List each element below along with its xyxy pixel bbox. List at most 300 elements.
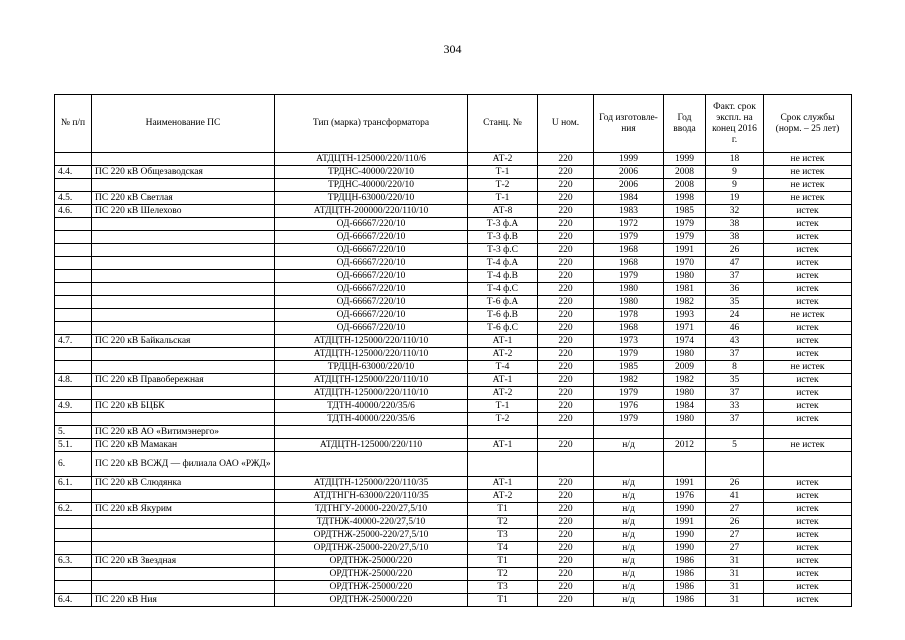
cell-service-life-status: не истек bbox=[764, 361, 852, 374]
header-cell-transformer-type: Тип (марка) трансформатора bbox=[275, 95, 468, 153]
cell-nominal-voltage: 220 bbox=[538, 568, 594, 581]
cell-station-number: Т-3 ф.В bbox=[468, 231, 538, 244]
cell-commission-year: 1981 bbox=[664, 283, 706, 296]
table-row bbox=[55, 179, 852, 192]
cell-actual-service-life: 31 bbox=[706, 555, 764, 568]
cell-actual-service-life: 37 bbox=[706, 270, 764, 283]
cell-actual-service-life: 32 bbox=[706, 205, 764, 218]
cell-service-life-status: не истек bbox=[764, 439, 852, 452]
cell-service-life-status: истек bbox=[764, 529, 852, 542]
cell-station-number: АТ-8 bbox=[468, 205, 538, 218]
table-row bbox=[55, 192, 852, 205]
cell-manufacture-year: н/д bbox=[594, 594, 664, 607]
cell-manufacture-year: н/д bbox=[594, 477, 664, 490]
table-row bbox=[55, 270, 852, 283]
table-row bbox=[55, 257, 852, 270]
cell-transformer-type: АТДЦТН-125000/220/110/10 bbox=[275, 335, 468, 348]
cell-actual-service-life: 26 bbox=[706, 244, 764, 257]
cell-station-number: Т-2 bbox=[468, 413, 538, 426]
cell-service-life-status: истек bbox=[764, 387, 852, 400]
cell-number bbox=[55, 179, 92, 192]
cell-nominal-voltage: 220 bbox=[538, 387, 594, 400]
cell-service-life-status: не истек bbox=[764, 179, 852, 192]
cell-actual-service-life: 36 bbox=[706, 283, 764, 296]
cell-nominal-voltage: 220 bbox=[538, 322, 594, 335]
table-row bbox=[55, 335, 852, 348]
cell-manufacture-year: н/д bbox=[594, 568, 664, 581]
cell-nominal-voltage: 220 bbox=[538, 309, 594, 322]
cell-transformer-type: АТДЦТН-125000/220/110/10 bbox=[275, 387, 468, 400]
table-row bbox=[55, 400, 852, 413]
cell-nominal-voltage: 220 bbox=[538, 205, 594, 218]
table-row bbox=[55, 166, 852, 179]
cell-service-life-status: истек bbox=[764, 270, 852, 283]
cell-number: 4.6. bbox=[55, 205, 92, 218]
cell-nominal-voltage: 220 bbox=[538, 166, 594, 179]
cell-commission-year: 1991 bbox=[664, 477, 706, 490]
cell-service-life-status: истек bbox=[764, 490, 852, 503]
cell-commission-year: 1985 bbox=[664, 205, 706, 218]
header-cell-nominal-voltage: U ном. bbox=[538, 95, 594, 153]
cell-station-number bbox=[468, 426, 538, 439]
cell-substation-name bbox=[92, 257, 275, 270]
cell-nominal-voltage bbox=[538, 452, 594, 477]
cell-service-life-status: истек bbox=[764, 555, 852, 568]
table-row bbox=[55, 244, 852, 257]
cell-service-life-status: истек bbox=[764, 335, 852, 348]
cell-station-number bbox=[468, 452, 538, 477]
cell-transformer-type: АТДЦТН-200000/220/110/10 bbox=[275, 205, 468, 218]
cell-service-life-status: истек bbox=[764, 257, 852, 270]
cell-actual-service-life: 35 bbox=[706, 374, 764, 387]
cell-nominal-voltage: 220 bbox=[538, 244, 594, 257]
cell-actual-service-life: 47 bbox=[706, 257, 764, 270]
cell-transformer-type: ТРДНС-40000/220/10 bbox=[275, 179, 468, 192]
cell-substation-name bbox=[92, 542, 275, 555]
cell-manufacture-year: н/д bbox=[594, 516, 664, 529]
cell-station-number: Т-6 ф.С bbox=[468, 322, 538, 335]
cell-number bbox=[55, 257, 92, 270]
cell-commission-year: 1999 bbox=[664, 153, 706, 166]
cell-actual-service-life: 26 bbox=[706, 516, 764, 529]
cell-service-life-status: истек bbox=[764, 400, 852, 413]
cell-service-life-status: истек bbox=[764, 503, 852, 516]
cell-transformer-type: ОД-66667/220/10 bbox=[275, 322, 468, 335]
cell-number: 5. bbox=[55, 426, 92, 439]
cell-substation-name: ПС 220 кВ АО «Витимэнерго» bbox=[92, 426, 275, 439]
table-row bbox=[55, 477, 852, 490]
page-number: 304 bbox=[443, 42, 462, 56]
table-row bbox=[55, 387, 852, 400]
cell-substation-name bbox=[92, 296, 275, 309]
cell-nominal-voltage: 220 bbox=[538, 503, 594, 516]
cell-substation-name: ПС 220 кВ Общезаводская bbox=[92, 166, 275, 179]
cell-commission-year: 1970 bbox=[664, 257, 706, 270]
cell-service-life-status bbox=[764, 426, 852, 439]
cell-commission-year: 1986 bbox=[664, 581, 706, 594]
cell-manufacture-year: н/д bbox=[594, 581, 664, 594]
cell-service-life-status: истек bbox=[764, 516, 852, 529]
cell-nominal-voltage: 220 bbox=[538, 179, 594, 192]
cell-substation-name bbox=[92, 568, 275, 581]
cell-station-number: АТ-1 bbox=[468, 477, 538, 490]
cell-service-life-status: истек bbox=[764, 581, 852, 594]
table-row bbox=[55, 555, 852, 568]
transformer-table bbox=[54, 94, 852, 607]
table-row bbox=[55, 374, 852, 387]
cell-actual-service-life: 41 bbox=[706, 490, 764, 503]
cell-service-life-status: не истек bbox=[764, 153, 852, 166]
cell-manufacture-year: 1968 bbox=[594, 257, 664, 270]
cell-service-life-status: истек bbox=[764, 218, 852, 231]
cell-manufacture-year: 1979 bbox=[594, 348, 664, 361]
cell-transformer-type: АТДЦТН-125000/220/110 bbox=[275, 439, 468, 452]
table-row bbox=[55, 361, 852, 374]
cell-transformer-type: ОД-66667/220/10 bbox=[275, 257, 468, 270]
cell-substation-name: ПС 220 кВ Ния bbox=[92, 594, 275, 607]
cell-service-life-status: истек bbox=[764, 374, 852, 387]
cell-substation-name bbox=[92, 387, 275, 400]
cell-station-number: АТ-2 bbox=[468, 490, 538, 503]
cell-commission-year: 1974 bbox=[664, 335, 706, 348]
cell-commission-year: 1986 bbox=[664, 555, 706, 568]
cell-actual-service-life: 37 bbox=[706, 387, 764, 400]
cell-manufacture-year: 1976 bbox=[594, 400, 664, 413]
cell-number: 4.5. bbox=[55, 192, 92, 205]
cell-substation-name: ПС 220 кВ Мамакан bbox=[92, 439, 275, 452]
cell-transformer-type bbox=[275, 426, 468, 439]
cell-number: 4.7. bbox=[55, 335, 92, 348]
cell-station-number: АТ-1 bbox=[468, 374, 538, 387]
cell-station-number: Т-4 ф.В bbox=[468, 270, 538, 283]
cell-station-number: Т1 bbox=[468, 555, 538, 568]
cell-actual-service-life: 9 bbox=[706, 166, 764, 179]
cell-manufacture-year: 1980 bbox=[594, 296, 664, 309]
cell-actual-service-life: 38 bbox=[706, 218, 764, 231]
cell-substation-name bbox=[92, 348, 275, 361]
cell-number bbox=[55, 516, 92, 529]
cell-manufacture-year: 1978 bbox=[594, 309, 664, 322]
cell-manufacture-year: н/д bbox=[594, 490, 664, 503]
cell-number bbox=[55, 490, 92, 503]
table-row bbox=[55, 542, 852, 555]
cell-transformer-type: ОД-66667/220/10 bbox=[275, 309, 468, 322]
cell-actual-service-life: 38 bbox=[706, 231, 764, 244]
cell-commission-year: 1982 bbox=[664, 296, 706, 309]
cell-substation-name bbox=[92, 361, 275, 374]
table-row bbox=[55, 426, 852, 439]
cell-actual-service-life: 9 bbox=[706, 179, 764, 192]
cell-actual-service-life: 27 bbox=[706, 503, 764, 516]
cell-actual-service-life: 27 bbox=[706, 529, 764, 542]
cell-nominal-voltage: 220 bbox=[538, 192, 594, 205]
cell-number bbox=[55, 283, 92, 296]
header-cell-service-life-status: Срок службы (норм. – 25 лет) bbox=[764, 95, 852, 153]
cell-station-number: Т3 bbox=[468, 529, 538, 542]
cell-number: 6.3. bbox=[55, 555, 92, 568]
cell-substation-name: ПС 220 кВ Правобережная bbox=[92, 374, 275, 387]
cell-substation-name bbox=[92, 413, 275, 426]
cell-nominal-voltage: 220 bbox=[538, 218, 594, 231]
cell-manufacture-year: 1979 bbox=[594, 231, 664, 244]
cell-manufacture-year bbox=[594, 426, 664, 439]
cell-transformer-type: АТДЦТН-125000/220/110/35 bbox=[275, 477, 468, 490]
cell-actual-service-life bbox=[706, 452, 764, 477]
cell-transformer-type: АТДТНГН-63000/220/110/35 bbox=[275, 490, 468, 503]
cell-manufacture-year bbox=[594, 452, 664, 477]
cell-actual-service-life: 35 bbox=[706, 296, 764, 309]
cell-commission-year: 1991 bbox=[664, 516, 706, 529]
cell-manufacture-year: 1979 bbox=[594, 413, 664, 426]
cell-station-number: Т2 bbox=[468, 516, 538, 529]
cell-station-number: Т-2 bbox=[468, 179, 538, 192]
cell-transformer-type: ОРДТНЖ-25000/220 bbox=[275, 555, 468, 568]
cell-manufacture-year: 1972 bbox=[594, 218, 664, 231]
cell-actual-service-life: 37 bbox=[706, 413, 764, 426]
cell-nominal-voltage: 220 bbox=[538, 296, 594, 309]
cell-commission-year bbox=[664, 452, 706, 477]
cell-transformer-type: ОРДТНЖ-25000-220/27,5/10 bbox=[275, 529, 468, 542]
cell-substation-name: ПС 220 кВ Слюдянка bbox=[92, 477, 275, 490]
cell-substation-name: ПС 220 кВ Якурим bbox=[92, 503, 275, 516]
cell-actual-service-life: 5 bbox=[706, 439, 764, 452]
cell-transformer-type: ОРДТНЖ-25000/220 bbox=[275, 568, 468, 581]
cell-transformer-type: ТДТН-40000/220/35/6 bbox=[275, 400, 468, 413]
cell-commission-year: 1991 bbox=[664, 244, 706, 257]
cell-transformer-type: ТДТНЖ-40000-220/27,5/10 bbox=[275, 516, 468, 529]
cell-substation-name: ПС 220 кВ Светлая bbox=[92, 192, 275, 205]
cell-number bbox=[55, 270, 92, 283]
cell-nominal-voltage: 220 bbox=[538, 490, 594, 503]
cell-commission-year: 1979 bbox=[664, 218, 706, 231]
cell-transformer-type: АТДЦТН-125000/220/110/10 bbox=[275, 374, 468, 387]
cell-station-number: Т2 bbox=[468, 568, 538, 581]
table-row bbox=[55, 529, 852, 542]
cell-number bbox=[55, 568, 92, 581]
cell-nominal-voltage: 220 bbox=[538, 594, 594, 607]
cell-substation-name bbox=[92, 218, 275, 231]
cell-number bbox=[55, 581, 92, 594]
cell-commission-year: 1982 bbox=[664, 374, 706, 387]
cell-transformer-type: ТДТНГУ-20000-220/27,5/10 bbox=[275, 503, 468, 516]
cell-actual-service-life: 31 bbox=[706, 594, 764, 607]
cell-substation-name bbox=[92, 322, 275, 335]
cell-manufacture-year: 1979 bbox=[594, 270, 664, 283]
cell-service-life-status: истек bbox=[764, 322, 852, 335]
cell-commission-year: 2008 bbox=[664, 179, 706, 192]
cell-number: 4.9. bbox=[55, 400, 92, 413]
cell-commission-year: 1986 bbox=[664, 568, 706, 581]
cell-transformer-type: ОД-66667/220/10 bbox=[275, 218, 468, 231]
cell-actual-service-life: 18 bbox=[706, 153, 764, 166]
cell-manufacture-year: 1968 bbox=[594, 322, 664, 335]
cell-transformer-type: ОД-66667/220/10 bbox=[275, 296, 468, 309]
header-cell-commission-year: Год ввода bbox=[664, 95, 706, 153]
cell-substation-name bbox=[92, 270, 275, 283]
cell-transformer-type bbox=[275, 452, 468, 477]
cell-manufacture-year: 1980 bbox=[594, 283, 664, 296]
cell-number bbox=[55, 153, 92, 166]
cell-service-life-status: истек bbox=[764, 231, 852, 244]
table-row bbox=[55, 581, 852, 594]
cell-station-number: Т-1 bbox=[468, 166, 538, 179]
cell-nominal-voltage: 220 bbox=[538, 413, 594, 426]
cell-service-life-status: истек bbox=[764, 594, 852, 607]
cell-substation-name: ПС 220 кВ Звездная bbox=[92, 555, 275, 568]
table-row bbox=[55, 413, 852, 426]
header-cell-substation-name: Наименование ПС bbox=[92, 95, 275, 153]
cell-commission-year: 1990 bbox=[664, 542, 706, 555]
cell-station-number: Т-6 ф.В bbox=[468, 309, 538, 322]
cell-service-life-status: истек bbox=[764, 296, 852, 309]
cell-number bbox=[55, 218, 92, 231]
cell-substation-name: ПС 220 кВ Байкальская bbox=[92, 335, 275, 348]
cell-substation-name bbox=[92, 309, 275, 322]
cell-station-number: Т-3 ф.А bbox=[468, 218, 538, 231]
cell-number: 6.1. bbox=[55, 477, 92, 490]
cell-number bbox=[55, 348, 92, 361]
cell-nominal-voltage: 220 bbox=[538, 542, 594, 555]
table-row bbox=[55, 516, 852, 529]
header-cell-number: № п/п bbox=[55, 95, 92, 153]
cell-substation-name bbox=[92, 283, 275, 296]
cell-transformer-type: ОД-66667/220/10 bbox=[275, 283, 468, 296]
cell-nominal-voltage: 220 bbox=[538, 153, 594, 166]
cell-service-life-status: истек bbox=[764, 244, 852, 257]
table-body bbox=[55, 153, 852, 607]
cell-number: 6.2. bbox=[55, 503, 92, 516]
cell-nominal-voltage: 220 bbox=[538, 335, 594, 348]
cell-station-number: Т-4 bbox=[468, 361, 538, 374]
cell-commission-year: 1990 bbox=[664, 529, 706, 542]
cell-substation-name: ПС 220 кВ БЦБК bbox=[92, 400, 275, 413]
cell-substation-name bbox=[92, 529, 275, 542]
cell-actual-service-life: 27 bbox=[706, 542, 764, 555]
cell-service-life-status: не истек bbox=[764, 192, 852, 205]
cell-transformer-type: ОД-66667/220/10 bbox=[275, 244, 468, 257]
cell-station-number: АТ-2 bbox=[468, 348, 538, 361]
cell-commission-year: 2009 bbox=[664, 361, 706, 374]
cell-nominal-voltage: 220 bbox=[538, 516, 594, 529]
cell-transformer-type: ОД-66667/220/10 bbox=[275, 231, 468, 244]
cell-station-number: Т-4 ф.А bbox=[468, 257, 538, 270]
cell-manufacture-year: 1982 bbox=[594, 374, 664, 387]
cell-number bbox=[55, 309, 92, 322]
cell-actual-service-life: 26 bbox=[706, 477, 764, 490]
cell-number: 6.4. bbox=[55, 594, 92, 607]
cell-manufacture-year: 1983 bbox=[594, 205, 664, 218]
header-cell-station-number: Станц. № bbox=[468, 95, 538, 153]
cell-manufacture-year: 2006 bbox=[594, 166, 664, 179]
cell-station-number: Т3 bbox=[468, 581, 538, 594]
cell-nominal-voltage: 220 bbox=[538, 374, 594, 387]
cell-actual-service-life: 43 bbox=[706, 335, 764, 348]
cell-manufacture-year: 1979 bbox=[594, 387, 664, 400]
cell-manufacture-year: 1968 bbox=[594, 244, 664, 257]
table-row bbox=[55, 568, 852, 581]
cell-manufacture-year: н/д bbox=[594, 439, 664, 452]
cell-manufacture-year: 1985 bbox=[594, 361, 664, 374]
cell-transformer-type: ОД-66667/220/10 bbox=[275, 270, 468, 283]
cell-actual-service-life: 37 bbox=[706, 348, 764, 361]
cell-actual-service-life: 33 bbox=[706, 400, 764, 413]
cell-service-life-status: не истек bbox=[764, 166, 852, 179]
cell-actual-service-life: 31 bbox=[706, 581, 764, 594]
table-header-row bbox=[55, 95, 852, 153]
cell-station-number: Т-3 ф.С bbox=[468, 244, 538, 257]
cell-nominal-voltage: 220 bbox=[538, 439, 594, 452]
cell-transformer-type: ТРДЦН-63000/220/10 bbox=[275, 361, 468, 374]
cell-substation-name bbox=[92, 153, 275, 166]
cell-nominal-voltage: 220 bbox=[538, 270, 594, 283]
cell-commission-year bbox=[664, 426, 706, 439]
cell-number bbox=[55, 529, 92, 542]
table-row bbox=[55, 283, 852, 296]
cell-number bbox=[55, 231, 92, 244]
cell-service-life-status: истек bbox=[764, 205, 852, 218]
cell-manufacture-year: н/д bbox=[594, 503, 664, 516]
cell-commission-year: 2012 bbox=[664, 439, 706, 452]
cell-substation-name bbox=[92, 581, 275, 594]
cell-commission-year: 1998 bbox=[664, 192, 706, 205]
cell-service-life-status: истек bbox=[764, 477, 852, 490]
cell-service-life-status: истек bbox=[764, 568, 852, 581]
cell-station-number: АТ-2 bbox=[468, 153, 538, 166]
cell-number: 4.8. bbox=[55, 374, 92, 387]
cell-station-number: Т-1 bbox=[468, 192, 538, 205]
cell-service-life-status: истек bbox=[764, 542, 852, 555]
cell-nominal-voltage: 220 bbox=[538, 348, 594, 361]
table-row bbox=[55, 296, 852, 309]
table-row bbox=[55, 153, 852, 166]
cell-station-number: Т1 bbox=[468, 594, 538, 607]
cell-actual-service-life: 46 bbox=[706, 322, 764, 335]
cell-manufacture-year: 1984 bbox=[594, 192, 664, 205]
cell-service-life-status: не истек bbox=[764, 309, 852, 322]
cell-actual-service-life: 19 bbox=[706, 192, 764, 205]
cell-service-life-status bbox=[764, 452, 852, 477]
table-row bbox=[55, 452, 852, 477]
table-row bbox=[55, 594, 852, 607]
cell-commission-year: 1980 bbox=[664, 387, 706, 400]
cell-transformer-type: ТРДЦН-63000/220/10 bbox=[275, 192, 468, 205]
cell-service-life-status: истек bbox=[764, 283, 852, 296]
cell-nominal-voltage: 220 bbox=[538, 477, 594, 490]
cell-number bbox=[55, 413, 92, 426]
cell-station-number: АТ-1 bbox=[468, 335, 538, 348]
cell-service-life-status: истек bbox=[764, 348, 852, 361]
table-row bbox=[55, 348, 852, 361]
cell-commission-year: 1984 bbox=[664, 400, 706, 413]
cell-substation-name bbox=[92, 244, 275, 257]
header-cell-actual-service-life: Факт. срок экспл. на конец 2016 г. bbox=[706, 95, 764, 153]
cell-actual-service-life bbox=[706, 426, 764, 439]
table-row bbox=[55, 205, 852, 218]
cell-manufacture-year: н/д bbox=[594, 555, 664, 568]
cell-actual-service-life: 31 bbox=[706, 568, 764, 581]
table-row bbox=[55, 231, 852, 244]
cell-nominal-voltage: 220 bbox=[538, 257, 594, 270]
cell-number bbox=[55, 244, 92, 257]
cell-substation-name: ПС 220 кВ ВСЖД — филиала ОАО «РЖД» bbox=[92, 452, 275, 477]
cell-substation-name bbox=[92, 516, 275, 529]
cell-manufacture-year: н/д bbox=[594, 542, 664, 555]
cell-number: 5.1. bbox=[55, 439, 92, 452]
cell-transformer-type: ОРДТНЖ-25000-220/27,5/10 bbox=[275, 542, 468, 555]
cell-transformer-type: ОРДТНЖ-25000/220 bbox=[275, 594, 468, 607]
cell-manufacture-year: 1973 bbox=[594, 335, 664, 348]
cell-actual-service-life: 24 bbox=[706, 309, 764, 322]
